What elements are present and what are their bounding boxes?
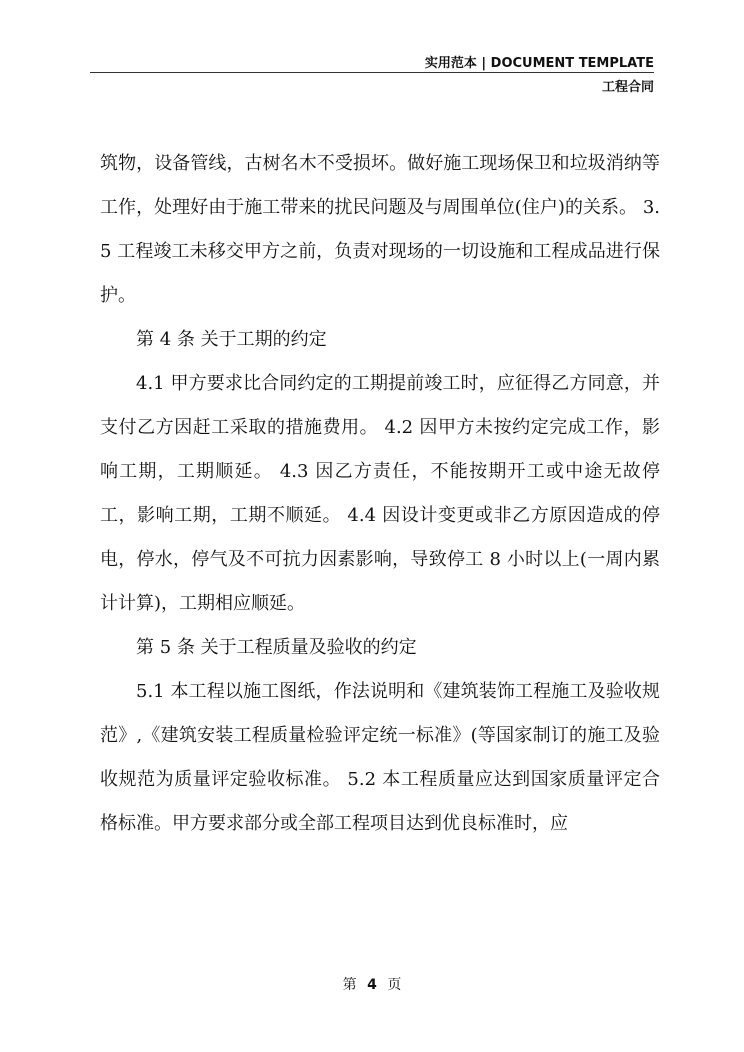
header-subtitle: 工程合同	[601, 80, 654, 95]
article-5-body: 5.1 本工程以施工图纸，作法说明和《建筑装饰工程施工及验收规范》,《建筑安装工程质量检验评定统一标准》(等国家制订的施工及验收规范为质量评定验收标准。 5.2 本工程质量应达到国家质量评定合格标准。甲方要求部分或全部工程项目达到优良标准时，应	[100, 681, 660, 834]
header-rule	[90, 72, 654, 73]
footer-prefix: 第	[342, 977, 357, 993]
header-title: 实用范本 | DOCUMENT TEMPLATE	[424, 56, 654, 71]
page-footer	[0, 974, 744, 994]
footer-suffix: 页	[387, 977, 402, 993]
document-body	[100, 142, 660, 846]
article-5-heading: 第 5 条 关于工程质量及验收的约定	[136, 637, 417, 658]
article-4-heading: 第 4 条 关于工期的约定	[136, 329, 327, 350]
article-4-body: 4.1 甲方要求比合同约定的工期提前竣工时，应征得乙方同意，并支付乙方因赶工采取的措施费用。 4.2 因甲方未按约定完成工作，影响工期，工期顺延。 4.3 因乙方责任，不能按期开工或中途无故停工，影响工期，工期不顺延。 4.4 因设计变更或非乙方原因造成的停电，停水，停气及不可抗力因素影响，导致停工 8 小时以上(一周内累计计算)，工期相应顺延。	[100, 373, 660, 614]
page-number: 4	[367, 977, 377, 993]
paragraph-continuation: 筑物，设备管线，古树名木不受损坏。做好施工现场保卫和垃圾消纳等工作，处理好由于施工带来的扰民问题及与周围单位(住户)的关系。 3.5 工程竣工未移交甲方之前，负责对现场的一切设施和工程成品进行保护。	[100, 153, 660, 306]
